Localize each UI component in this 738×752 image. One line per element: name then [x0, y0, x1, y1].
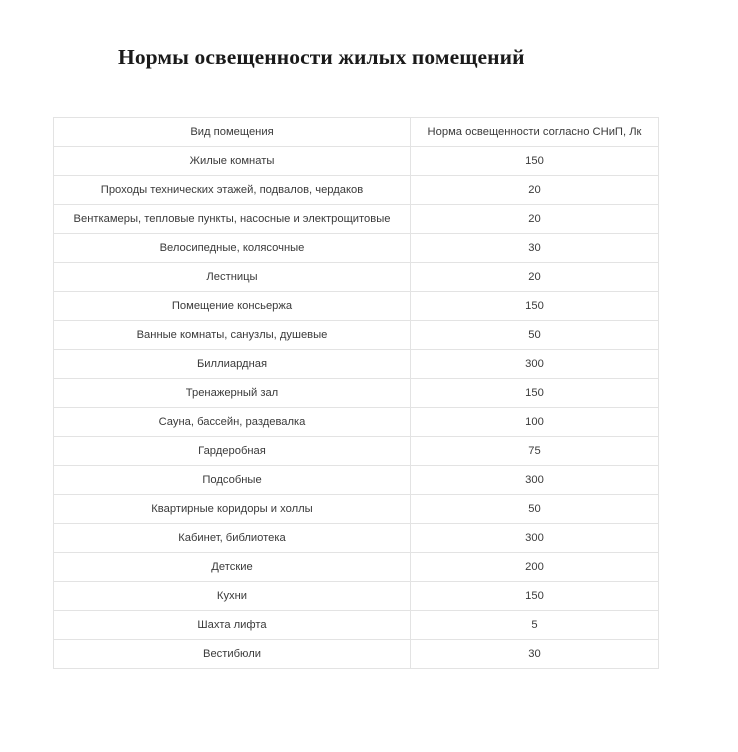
table-row — [54, 437, 659, 466]
norm-value-cell: 75 — [411, 437, 659, 466]
room-type-cell: Ванные комнаты, санузлы, душевые — [54, 321, 411, 350]
norm-value-cell: 50 — [411, 495, 659, 524]
room-type-cell: Жилые комнаты — [54, 147, 411, 176]
table-row — [54, 205, 659, 234]
room-type-cell: Гардеробная — [54, 437, 411, 466]
table-row — [54, 321, 659, 350]
page-title: Нормы освещенности жилых помещений — [118, 45, 525, 69]
table-row — [54, 524, 659, 553]
table-row — [54, 147, 659, 176]
room-type-cell: Шахта лифта — [54, 611, 411, 640]
column-header-norm: Норма освещенности согласно СНиП, Лк — [411, 118, 659, 147]
room-type-cell: Кухни — [54, 582, 411, 611]
norm-value-cell: 50 — [411, 321, 659, 350]
room-type-cell: Детские — [54, 553, 411, 582]
norm-value-cell: 200 — [411, 553, 659, 582]
illumination-norms-table — [53, 117, 659, 669]
table-row — [54, 350, 659, 379]
table-row — [54, 466, 659, 495]
room-type-cell: Сауна, бассейн, раздевалка — [54, 408, 411, 437]
table-row — [54, 495, 659, 524]
table-row — [54, 640, 659, 669]
table-row — [54, 611, 659, 640]
norm-value-cell: 30 — [411, 640, 659, 669]
norm-value-cell: 20 — [411, 263, 659, 292]
norm-value-cell: 150 — [411, 379, 659, 408]
room-type-cell: Тренажерный зал — [54, 379, 411, 408]
table-row — [54, 582, 659, 611]
table-header-row — [54, 118, 659, 147]
room-type-cell: Кабинет, библиотека — [54, 524, 411, 553]
table-row — [54, 553, 659, 582]
norm-value-cell: 300 — [411, 524, 659, 553]
norm-value-cell: 20 — [411, 205, 659, 234]
table-row — [54, 292, 659, 321]
norm-value-cell: 150 — [411, 292, 659, 321]
norm-value-cell: 30 — [411, 234, 659, 263]
room-type-cell: Помещение консьержа — [54, 292, 411, 321]
room-type-cell: Квартирные коридоры и холлы — [54, 495, 411, 524]
room-type-cell: Лестницы — [54, 263, 411, 292]
room-type-cell: Вестибюли — [54, 640, 411, 669]
room-type-cell: Подсобные — [54, 466, 411, 495]
norm-value-cell: 300 — [411, 466, 659, 495]
column-header-room-type: Вид помещения — [54, 118, 411, 147]
table-row — [54, 234, 659, 263]
norm-value-cell: 150 — [411, 582, 659, 611]
table-row — [54, 176, 659, 205]
table-row — [54, 263, 659, 292]
norm-value-cell: 100 — [411, 408, 659, 437]
room-type-cell: Велосипедные, колясочные — [54, 234, 411, 263]
table-row — [54, 408, 659, 437]
room-type-cell: Биллиардная — [54, 350, 411, 379]
room-type-cell: Венткамеры, тепловые пункты, насосные и электрощитовые — [54, 205, 411, 234]
room-type-cell: Проходы технических этажей, подвалов, чердаков — [54, 176, 411, 205]
table-row — [54, 379, 659, 408]
norm-value-cell: 150 — [411, 147, 659, 176]
norm-value-cell: 300 — [411, 350, 659, 379]
norm-value-cell: 20 — [411, 176, 659, 205]
norm-value-cell: 5 — [411, 611, 659, 640]
